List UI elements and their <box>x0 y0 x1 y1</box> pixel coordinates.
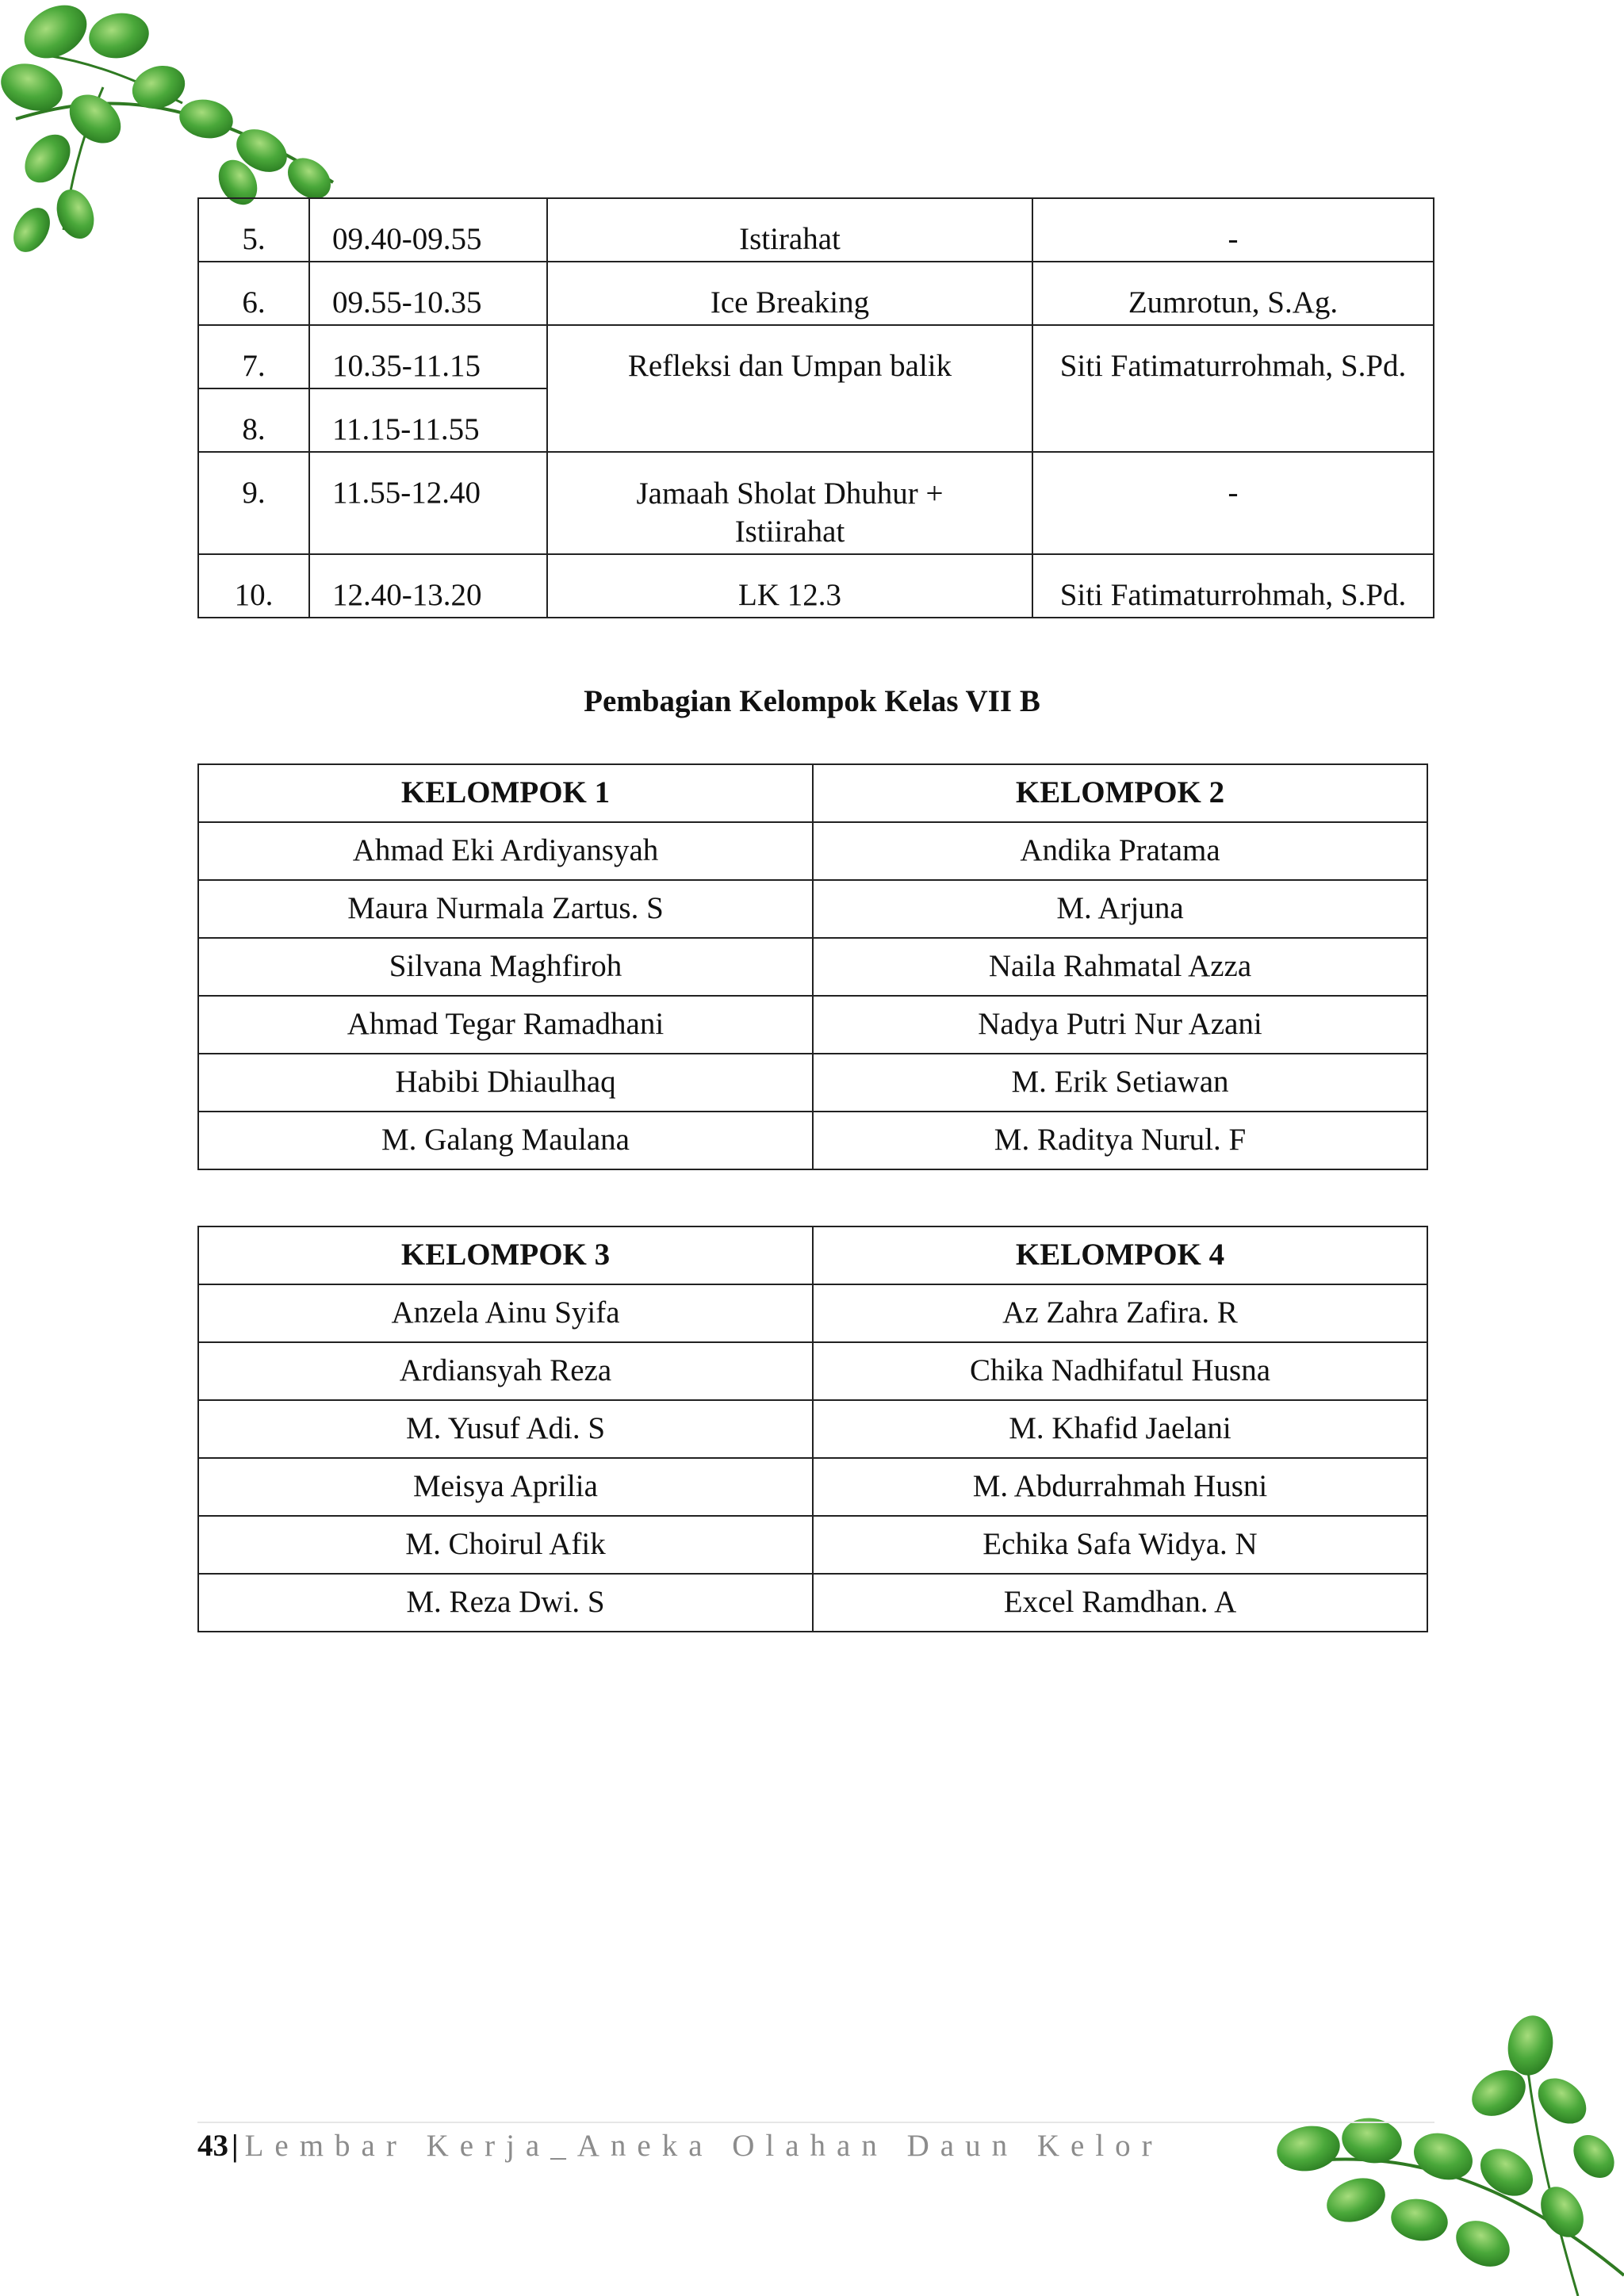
time-cell: 12.40-13.20 <box>309 554 547 618</box>
schedule-table <box>197 197 1434 618</box>
member-name: M. Choirul Afik <box>198 1516 813 1574</box>
time-cell: 09.55-10.35 <box>309 262 547 325</box>
group-table-2 <box>197 1226 1428 1632</box>
pic-cell: Siti Fatimaturrohmah, S.Pd. <box>1032 554 1434 618</box>
activity-cell: Istirahat <box>547 198 1032 262</box>
member-name: Ardiansyah Reza <box>198 1342 813 1400</box>
member-name: Nadya Putri Nur Azani <box>813 996 1427 1054</box>
time-cell: 10.35-11.15 <box>309 325 547 388</box>
table-row <box>198 198 1434 262</box>
group-header: KELOMPOK 2 <box>813 764 1427 822</box>
row-number: 9. <box>198 452 309 554</box>
member-name: M. Raditya Nurul. F <box>813 1112 1427 1169</box>
member-name: Excel Ramdhan. A <box>813 1574 1427 1632</box>
table-row <box>198 822 1427 880</box>
table-row <box>198 325 1434 388</box>
page-footer <box>197 2128 1163 2164</box>
member-name: M. Yusuf Adi. S <box>198 1400 813 1458</box>
member-name: M. Erik Setiawan <box>813 1054 1427 1112</box>
table-row <box>198 1112 1427 1169</box>
member-name: Andika Pratama <box>813 822 1427 880</box>
table-row <box>198 554 1434 618</box>
member-name: M. Khafid Jaelani <box>813 1400 1427 1458</box>
group-section-title: Pembagian Kelompok Kelas VII B <box>584 684 1040 718</box>
footer-divider <box>197 2122 1434 2123</box>
table-row <box>198 996 1427 1054</box>
activity-cell: LK 12.3 <box>547 554 1032 618</box>
member-name: Silvana Maghfiroh <box>198 938 813 996</box>
table-row <box>198 1054 1427 1112</box>
group-table-1 <box>197 763 1428 1170</box>
member-name: Maura Nurmala Zartus. S <box>198 880 813 938</box>
row-number: 5. <box>198 198 309 262</box>
member-name: M. Arjuna <box>813 880 1427 938</box>
member-name: M. Abdurrahmah Husni <box>813 1458 1427 1516</box>
table-header-row <box>198 1226 1427 1284</box>
member-name: Habibi Dhiaulhaq <box>198 1054 813 1112</box>
row-number: 7. <box>198 325 309 388</box>
pic-cell: - <box>1032 452 1434 554</box>
member-name: Ahmad Eki Ardiyansyah <box>198 822 813 880</box>
footer-title: Lembar Kerja_Aneka Olahan Daun Kelor <box>244 2129 1163 2163</box>
row-number: 10. <box>198 554 309 618</box>
activity-cell: Refleksi dan Umpan balik <box>547 325 1032 452</box>
table-row <box>198 1284 1427 1342</box>
member-name: M. Galang Maulana <box>198 1112 813 1169</box>
table-row <box>198 262 1434 325</box>
group-header: KELOMPOK 1 <box>198 764 813 822</box>
table-header-row <box>198 764 1427 822</box>
time-cell: 11.15-11.55 <box>309 388 547 452</box>
table-row <box>198 1574 1427 1632</box>
table-row <box>198 1516 1427 1574</box>
member-name: Naila Rahmatal Azza <box>813 938 1427 996</box>
footer-separator: | <box>232 2129 239 2163</box>
activity-cell <box>547 452 1032 554</box>
table-row <box>198 1342 1427 1400</box>
member-name: Echika Safa Widya. N <box>813 1516 1427 1574</box>
page-number: 43 <box>197 2129 228 2163</box>
member-name: M. Reza Dwi. S <box>198 1574 813 1632</box>
table-row <box>198 452 1434 554</box>
moringa-leaf-decoration-bottom-right <box>1261 2014 1624 2296</box>
activity-line: Jamaah Sholat Dhuhur + <box>636 476 944 511</box>
row-number: 6. <box>198 262 309 325</box>
table-row <box>198 1458 1427 1516</box>
member-name: Anzela Ainu Syifa <box>198 1284 813 1342</box>
member-name: Meisya Aprilia <box>198 1458 813 1516</box>
member-name: Az Zahra Zafira. R <box>813 1284 1427 1342</box>
activity-cell: Ice Breaking <box>547 262 1032 325</box>
time-cell: 09.40-09.55 <box>309 198 547 262</box>
member-name: Chika Nadhifatul Husna <box>813 1342 1427 1400</box>
row-number: 8. <box>198 388 309 452</box>
pic-cell: Zumrotun, S.Ag. <box>1032 262 1434 325</box>
activity-line: Istiirahat <box>734 514 845 549</box>
member-name: Ahmad Tegar Ramadhani <box>198 996 813 1054</box>
table-row <box>198 1400 1427 1458</box>
group-header: KELOMPOK 4 <box>813 1226 1427 1284</box>
pic-cell: Siti Fatimaturrohmah, S.Pd. <box>1032 325 1434 452</box>
group-header: KELOMPOK 3 <box>198 1226 813 1284</box>
time-cell: 11.55-12.40 <box>309 452 547 554</box>
table-row <box>198 880 1427 938</box>
table-row <box>198 938 1427 996</box>
pic-cell: - <box>1032 198 1434 262</box>
